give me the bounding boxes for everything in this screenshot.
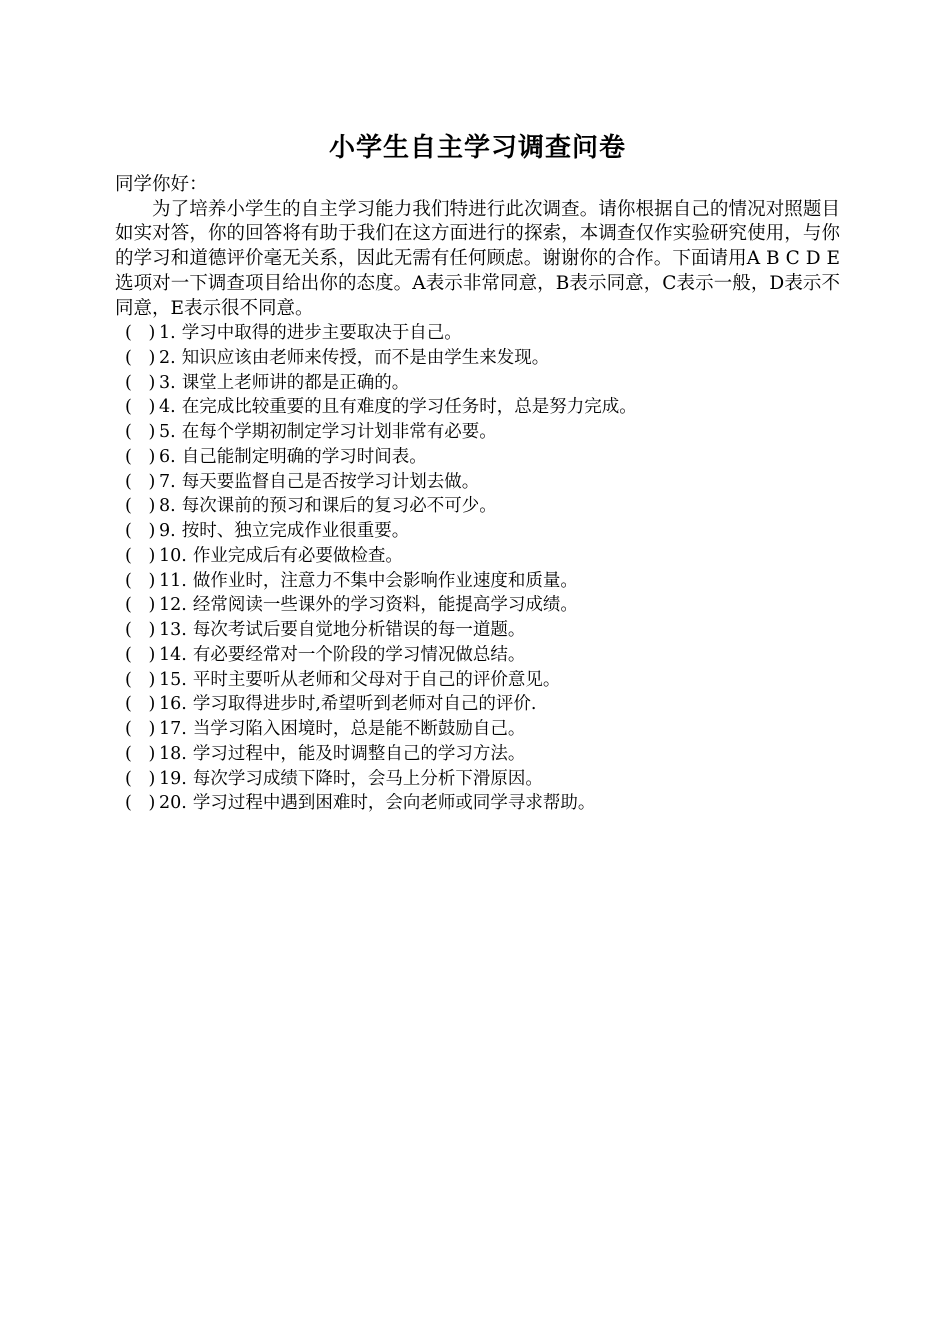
question-item: [115, 742, 840, 767]
question-text: 学习过程中遇到困难时，会向老师或同学寻求帮助。: [192, 793, 596, 814]
question-item: [115, 470, 840, 495]
question-text: 平时主要听从老师和父母对于自己的评价意见。: [192, 669, 561, 690]
question-number: 1.: [159, 323, 176, 344]
question-item: [115, 767, 840, 792]
answer-blank[interactable]: ( ): [125, 793, 156, 814]
question-item: [115, 618, 840, 643]
question-text: 做作业时，注意力不集中会影响作业速度和质量。: [192, 570, 578, 591]
question-list: [115, 321, 840, 816]
question-item: [115, 420, 840, 445]
question-item: [115, 371, 840, 396]
answer-blank[interactable]: ( ): [125, 694, 156, 715]
question-text: 每次考试后要自觉地分析错误的每一道题。: [192, 620, 526, 641]
question-item: [115, 692, 840, 717]
question-text: 每天要监督自己是否按学习计划去做。: [181, 471, 480, 492]
question-number: 8.: [159, 496, 176, 517]
question-item: [115, 395, 840, 420]
question-text: 每次课前的预习和课后的复习必不可少。: [181, 496, 497, 517]
question-text: 有必要经常对一个阶段的学习情况做总结。: [192, 644, 526, 665]
question-text: 当学习陷入困境时，总是能不断鼓励自己。: [192, 719, 526, 740]
answer-blank[interactable]: ( ): [125, 595, 156, 616]
question-text: 学习取得进步时,希望听到老师对自己的评价.: [192, 694, 537, 715]
answer-blank[interactable]: ( ): [125, 545, 156, 566]
document-title: 小学生自主学习调查问卷: [328, 133, 626, 163]
question-item: [115, 321, 840, 346]
intro-paragraph: 为了培养小学生的自主学习能力我们特进行此次调查。请你根据自己的情况对照题目如实对答，你的回答将有助于我们在这方面进行的探索，本调查仅作实验研究使用，与你的学习和道德评价毫无关系，因此无需有任何顾虑。谢谢你的合作。下面请用A B C D E选项对一下调查项目给出你的态度。A表示非常同意，B表示同意，C表示一般，D表示不同意，E表示很不同意。: [115, 198, 840, 319]
question-text: 学习中取得的进步主要取决于自己。: [181, 323, 462, 344]
question-number: 6.: [159, 446, 176, 467]
answer-blank[interactable]: ( ): [125, 768, 156, 789]
question-item: [115, 569, 840, 594]
answer-blank[interactable]: ( ): [125, 669, 156, 690]
question-item: [115, 791, 840, 816]
question-number: 19.: [159, 768, 187, 789]
question-number: 17.: [159, 719, 187, 740]
answer-blank[interactable]: ( ): [125, 347, 156, 368]
question-item: [115, 494, 840, 519]
question-number: 2.: [159, 347, 176, 368]
question-item: [115, 643, 840, 668]
answer-blank[interactable]: ( ): [125, 620, 156, 641]
question-number: 7.: [159, 471, 176, 492]
answer-blank[interactable]: ( ): [125, 719, 156, 740]
question-number: 18.: [159, 743, 187, 764]
question-number: 13.: [159, 620, 187, 641]
question-number: 14.: [159, 644, 187, 665]
question-number: 15.: [159, 669, 187, 690]
question-item: [115, 519, 840, 544]
question-number: 16.: [159, 694, 187, 715]
answer-blank[interactable]: ( ): [125, 422, 156, 443]
question-number: 11.: [159, 570, 187, 591]
question-item: [115, 445, 840, 470]
answer-blank[interactable]: ( ): [125, 397, 156, 418]
question-text: 每次学习成绩下降时，会马上分析下滑原因。: [192, 768, 543, 789]
question-number: 4.: [159, 397, 176, 418]
question-item: [115, 668, 840, 693]
question-number: 10.: [159, 545, 187, 566]
answer-blank[interactable]: ( ): [125, 372, 156, 393]
question-text: 在完成比较重要的且有难度的学习任务时，总是努力完成。: [181, 397, 637, 418]
question-text: 按时、独立完成作业很重要。: [181, 521, 410, 542]
answer-blank[interactable]: ( ): [125, 743, 156, 764]
answer-blank[interactable]: ( ): [125, 471, 156, 492]
question-number: 12.: [159, 595, 187, 616]
question-number: 5.: [159, 422, 176, 443]
question-number: 20.: [159, 793, 187, 814]
answer-blank[interactable]: ( ): [125, 496, 156, 517]
answer-blank[interactable]: ( ): [125, 644, 156, 665]
question-text: 经常阅读一些课外的学习资料，能提高学习成绩。: [192, 595, 578, 616]
answer-blank[interactable]: ( ): [125, 323, 156, 344]
greeting: 同学你好：: [115, 174, 208, 195]
question-text: 知识应该由老师来传授，而不是由学生来发现。: [181, 347, 550, 368]
question-text: 自己能制定明确的学习时间表。: [181, 446, 427, 467]
question-text: 学习过程中，能及时调整自己的学习方法。: [192, 743, 526, 764]
question-item: [115, 544, 840, 569]
question-number: 3.: [159, 372, 176, 393]
question-item: [115, 717, 840, 742]
question-item: [115, 346, 840, 371]
question-text: 课堂上老师讲的都是正确的。: [181, 372, 410, 393]
answer-blank[interactable]: ( ): [125, 521, 156, 542]
question-text: 在每个学期初制定学习计划非常有必要。: [181, 422, 497, 443]
question-number: 9.: [159, 521, 176, 542]
document-page: [115, 128, 840, 816]
question-text: 作业完成后有必要做检查。: [192, 545, 403, 566]
answer-blank[interactable]: ( ): [125, 446, 156, 467]
answer-blank[interactable]: ( ): [125, 570, 156, 591]
question-item: [115, 593, 840, 618]
